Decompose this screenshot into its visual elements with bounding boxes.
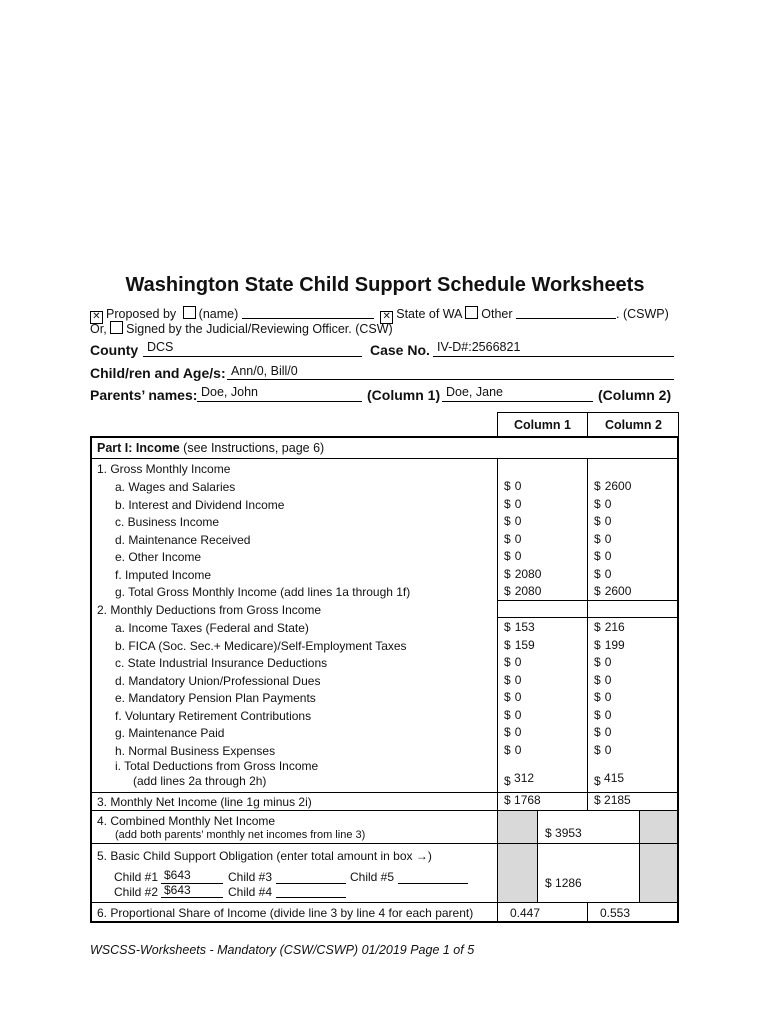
line4-label-2: (add both parents’ monthly net incomes from line 3): [115, 829, 366, 841]
table-row-label: f. Imputed Income: [115, 567, 212, 582]
or-label: Or,: [90, 322, 107, 336]
dollar-sign: $: [545, 876, 552, 890]
dollar-sign: $: [504, 672, 511, 687]
column2-amount[interactable]: [594, 514, 611, 528]
table-row-label: g. Maintenance Paid: [115, 726, 225, 740]
table-row-label: b. Interest and Dividend Income: [115, 497, 285, 512]
dollar-sign: $: [504, 549, 511, 563]
column2-amount[interactable]: [594, 567, 611, 581]
line5-label: 5. Basic Child Support Obligation (enter total amount in box →): [97, 849, 432, 863]
amount-value: 0: [514, 672, 522, 687]
line2i-col2[interactable]: [594, 771, 625, 788]
column2-amount[interactable]: [594, 584, 631, 598]
dollar-sign: $: [504, 514, 511, 528]
column2-amount[interactable]: [594, 655, 611, 669]
line2i-col1-value: 312: [514, 771, 535, 785]
dollar-sign: $: [594, 725, 601, 739]
table-row-label: a. Income Taxes (Federal and State): [115, 621, 309, 635]
column2-amount[interactable]: [594, 532, 611, 546]
column1-amount[interactable]: [504, 708, 521, 722]
dollar-sign: $: [504, 655, 511, 669]
dollar-sign: $: [594, 549, 601, 563]
proposed-checkbox[interactable]: ✕: [90, 311, 103, 324]
county-label: County: [90, 342, 139, 358]
dollar-sign: $: [504, 725, 511, 739]
amount-value: 0: [604, 531, 612, 546]
dollar-sign: $: [594, 566, 601, 581]
column1-amount[interactable]: [504, 497, 521, 511]
col1-header: Column 1: [514, 418, 571, 432]
amount-value: 199: [604, 637, 625, 652]
state-checkbox[interactable]: ✕: [380, 311, 393, 324]
signed-label: Signed by the Judicial/Reviewing Officer. (CSW): [126, 322, 393, 336]
case-no-value[interactable]: IV-D#:2566821: [437, 340, 521, 354]
dollar-sign: $: [594, 620, 601, 634]
column2-amount[interactable]: [594, 549, 611, 563]
amount-value: 0: [604, 514, 612, 528]
column1-amount[interactable]: [504, 638, 535, 652]
other-field[interactable]: [516, 306, 616, 319]
amount-value: 0: [514, 479, 522, 493]
amount-value: 0: [514, 655, 522, 669]
dollar-sign: $: [594, 496, 601, 511]
signed-checkbox[interactable]: [110, 321, 123, 334]
amount-value: 159: [514, 637, 535, 652]
amount-value: 2080: [514, 584, 542, 598]
name-label: (name): [198, 307, 239, 321]
column2-amount[interactable]: [594, 638, 625, 652]
county-value[interactable]: DCS: [147, 340, 174, 354]
dollar-sign: $: [504, 742, 511, 757]
page-title: Washington State Child Support Schedule Worksheets: [125, 274, 645, 296]
column1-amount[interactable]: [504, 532, 521, 546]
amount-value: 0: [514, 549, 522, 563]
parent2-name[interactable]: Doe, Jane: [446, 385, 503, 399]
child3-label: Child #3: [228, 870, 273, 884]
amount-value: 2080: [514, 566, 542, 581]
table-row-label: f. Voluntary Retirement Contributions: [115, 708, 312, 723]
line6-label: 6. Proportional Share of Income (divide line 3 by line 4 for each parent): [97, 906, 474, 920]
dollar-sign: $: [504, 793, 511, 807]
name-checkbox[interactable]: [183, 306, 196, 319]
line5-value: 1286: [555, 876, 582, 890]
amount-value: 0: [604, 742, 612, 757]
amount-value: 0: [604, 549, 612, 563]
column1-amount[interactable]: [504, 514, 521, 528]
signed-line: [90, 321, 393, 336]
amount-value: 0: [514, 514, 522, 528]
dollar-sign: $: [594, 637, 601, 652]
table-row-label: c. State Industrial Insurance Deductions: [115, 656, 328, 670]
table-row-label: b. FICA (Soc. Sec.+ Medicare)/Self-Employment Taxes: [115, 638, 407, 653]
dollar-sign: $: [594, 672, 601, 687]
table-row-label: e. Other Income: [115, 550, 202, 564]
line1-label: 1. Gross Monthly Income: [97, 462, 231, 476]
column2-amount[interactable]: [594, 708, 611, 722]
line3-col1-value: 1768: [514, 793, 541, 807]
case-no-label: Case No.: [370, 342, 430, 358]
child1-label: Child #1: [114, 870, 159, 884]
dollar-sign: $: [504, 707, 511, 722]
cswp-label: . (CSWP): [616, 307, 669, 321]
table-row-label: d. Maintenance Received: [115, 532, 251, 547]
dollar-sign: $: [504, 531, 511, 546]
dollar-sign: $: [504, 620, 511, 634]
line2i-label-1: i. Total Deductions from Gross Income: [115, 759, 319, 773]
line3-label: 3. Monthly Net Income (line 1g minus 2i): [97, 795, 312, 809]
amount-value: 0: [514, 725, 522, 739]
parents-label: Parents’ names:: [90, 387, 198, 403]
column1-label: (Column 1): [367, 387, 441, 403]
line4-combined[interactable]: [545, 826, 582, 840]
amount-value: 0: [604, 672, 612, 687]
line5-basic-obligation[interactable]: [545, 876, 582, 890]
column2-amount[interactable]: [594, 497, 611, 511]
part1-instructions: (see Instructions, page 6): [183, 441, 325, 455]
column1-amount[interactable]: [504, 620, 535, 634]
line2i-col2-value: 415: [604, 771, 625, 785]
name-field[interactable]: [242, 306, 374, 319]
dollar-sign: $: [594, 707, 601, 722]
children-value[interactable]: Ann/0, Bill/0: [231, 364, 298, 378]
column1-amount[interactable]: [504, 549, 521, 563]
amount-value: 0: [604, 690, 612, 704]
table-row-label: c. Business Income: [115, 515, 220, 529]
column2-amount[interactable]: [594, 725, 611, 739]
line3-col2-value: 2185: [604, 793, 631, 807]
column1-amount[interactable]: [504, 567, 541, 581]
page-footer: WSCSS-Worksheets - Mandatory (CSW/CSWP) 01/2019 Page 1 of 5: [90, 943, 475, 957]
other-label: Other: [481, 307, 513, 321]
table-row-label: e. Mandatory Pension Plan Payments: [115, 691, 316, 705]
column2-label: (Column 2): [598, 387, 672, 403]
parent1-name[interactable]: Doe, John: [201, 385, 258, 399]
part1-title: Part I: Income: [97, 441, 180, 455]
amount-value: 216: [604, 620, 625, 634]
column1-amount[interactable]: [504, 725, 521, 739]
column1-amount[interactable]: [504, 743, 521, 757]
amount-value: 0: [514, 742, 522, 757]
line6-col2[interactable]: 0.553: [600, 906, 631, 920]
line2i-label-2: (add lines 2a through 2h): [133, 774, 267, 788]
dollar-sign: $: [594, 479, 601, 493]
column1-amount[interactable]: [504, 584, 541, 598]
line3-col1[interactable]: [504, 793, 541, 807]
line2i-col1[interactable]: [504, 771, 535, 788]
line4-label-1: 4. Combined Monthly Net Income: [97, 814, 276, 828]
dollar-sign: $: [594, 531, 601, 546]
table-row-label: g. Total Gross Monthly Income (add lines 1a through 1f): [115, 585, 411, 599]
dollar-sign: $: [504, 690, 511, 704]
dollar-sign: $: [594, 690, 601, 704]
dollar-sign: $: [594, 793, 601, 807]
column2-amount[interactable]: [594, 673, 611, 687]
line4-value: 3953: [555, 826, 582, 840]
dollar-sign: $: [545, 826, 552, 840]
state-label: State of WA: [396, 307, 462, 321]
dollar-sign: $: [504, 774, 511, 788]
dollar-sign: $: [594, 655, 601, 669]
column1-amount[interactable]: [504, 655, 521, 669]
children-label: Child/ren and Age/s:: [90, 365, 226, 381]
column1-amount[interactable]: [504, 479, 521, 493]
column2-amount[interactable]: [594, 743, 611, 757]
child2-label: Child #2: [114, 885, 159, 899]
table-row-label: a. Wages and Salaries: [115, 480, 236, 494]
dollar-sign: $: [594, 514, 601, 528]
line3-col2[interactable]: [594, 793, 631, 807]
amount-value: 0: [604, 566, 612, 581]
amount-value: 0: [514, 496, 522, 511]
amount-value: 0: [514, 531, 522, 546]
proposed-by-label: Proposed by: [106, 307, 177, 321]
dollar-sign: $: [504, 496, 511, 511]
part1-heading: [97, 441, 324, 455]
column1-amount[interactable]: [504, 673, 521, 687]
column2-amount[interactable]: [594, 479, 631, 493]
other-checkbox[interactable]: [465, 306, 478, 319]
col2-header: Column 2: [605, 418, 662, 432]
dollar-sign: $: [594, 774, 601, 788]
amount-value: 0: [604, 496, 612, 511]
dollar-sign: $: [504, 637, 511, 652]
child5-label: Child #5: [350, 870, 395, 884]
child1-value[interactable]: $643: [164, 868, 191, 882]
column2-amount[interactable]: [594, 620, 625, 634]
amount-value: 0: [514, 707, 522, 722]
line2-label: 2. Monthly Deductions from Gross Income: [97, 603, 322, 617]
amount-value: 153: [514, 620, 535, 634]
table-row-label: d. Mandatory Union/Professional Dues: [115, 673, 321, 688]
child4-label: Child #4: [228, 885, 273, 899]
amount-value: 0: [604, 725, 612, 739]
dollar-sign: $: [504, 566, 511, 581]
dollar-sign: $: [504, 584, 511, 598]
amount-value: 2600: [604, 479, 632, 493]
amount-value: 2600: [604, 584, 632, 598]
dollar-sign: $: [594, 584, 601, 598]
child2-value[interactable]: $643: [164, 883, 191, 897]
dollar-sign: $: [594, 742, 601, 757]
column2-amount[interactable]: [594, 690, 611, 704]
column1-amount[interactable]: [504, 690, 521, 704]
amount-value: 0: [604, 707, 612, 722]
line6-col1[interactable]: 0.447: [510, 906, 541, 920]
table-row-label: h. Normal Business Expenses: [115, 743, 276, 758]
amount-value: 0: [514, 690, 522, 704]
dollar-sign: $: [504, 479, 511, 493]
amount-value: 0: [604, 655, 612, 669]
